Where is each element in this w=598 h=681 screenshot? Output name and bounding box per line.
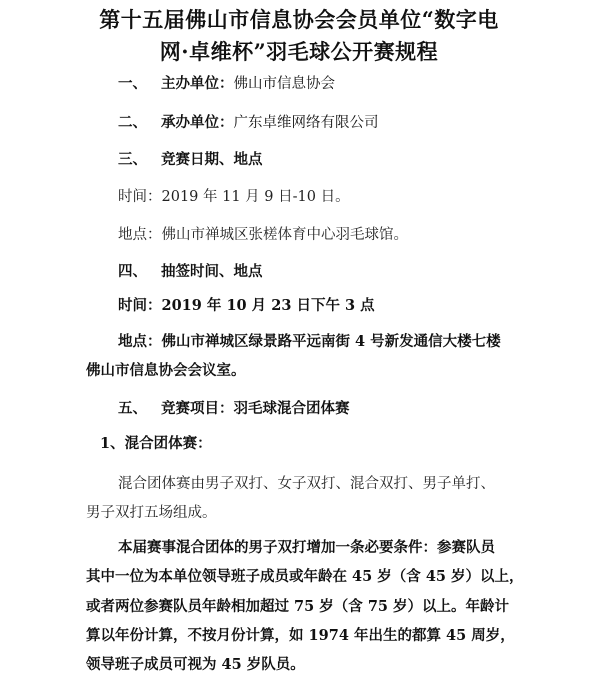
document-title-line-2: 网·卓维杯”羽毛球公开赛规程	[159, 39, 439, 64]
section-4-place-line-1: 地点：佛山市禅城区绿景路平远南街 4 号新发通信大楼七楼	[118, 333, 501, 350]
rules-line-3: 或者两位参赛队员年龄相加超过 75 岁（含 75 岁）以上。年龄计	[86, 598, 510, 615]
subsection-1-desc-line-1: 混合团体赛由男子双打、女子双打、混合双打、男子单打、	[118, 476, 495, 492]
organizer-value: 佛山市信息协会	[233, 76, 335, 92]
subsection-1-heading: 1、混合团体赛：	[100, 435, 212, 452]
section-4-heading	[118, 262, 263, 282]
section-3-place: 地点：佛山市禅城区张槎体育中心羽毛球馆。	[118, 227, 408, 243]
section-4-title: 抽签时间、地点	[161, 263, 263, 280]
host-label: 承办单位：	[161, 114, 234, 131]
section-4-number: 四、	[118, 263, 147, 280]
document-title-line-1: 第十五届佛山市信息协会会员单位“数字电	[99, 7, 499, 32]
section-4-time: 时间：2019 年 10 月 23 日下午 3 点	[118, 297, 375, 314]
section-3-number: 三、	[118, 151, 147, 168]
section-3-time: 时间：2019 年 11 月 9 日-10 日。	[118, 189, 350, 205]
host-row	[118, 113, 379, 133]
section-5-title: 竞赛项目：羽毛球混合团体赛	[161, 400, 350, 417]
organizer-row	[118, 74, 335, 94]
subsection-1-desc-line-2: 男子双打五场组成。	[86, 505, 217, 521]
section-3-heading	[118, 150, 263, 170]
organizer-label: 主办单位：	[161, 75, 234, 92]
section-5-number: 五、	[118, 400, 147, 417]
rules-line-4: 算以年份计算，不按月份计算，如 1974 年出生的都算 45 周岁，	[86, 627, 515, 644]
rules-line-1: 本届赛事混合团体的男子双打增加一条必要条件：参赛队员	[118, 539, 495, 556]
host-number: 二、	[118, 114, 147, 131]
section-3-title: 竞赛日期、地点	[161, 151, 263, 168]
host-value: 广东卓维网络有限公司	[233, 115, 379, 131]
rules-line-5: 领导班子成员可视为 45 岁队员。	[86, 656, 305, 673]
rules-line-2: 其中一位为本单位领导班子成员或年龄在 45 岁（含 45 岁）以上，	[86, 568, 524, 585]
section-5-heading	[118, 399, 350, 419]
organizer-number: 一、	[118, 75, 147, 92]
section-4-place-line-2: 佛山市信息协会会议室。	[86, 362, 246, 379]
